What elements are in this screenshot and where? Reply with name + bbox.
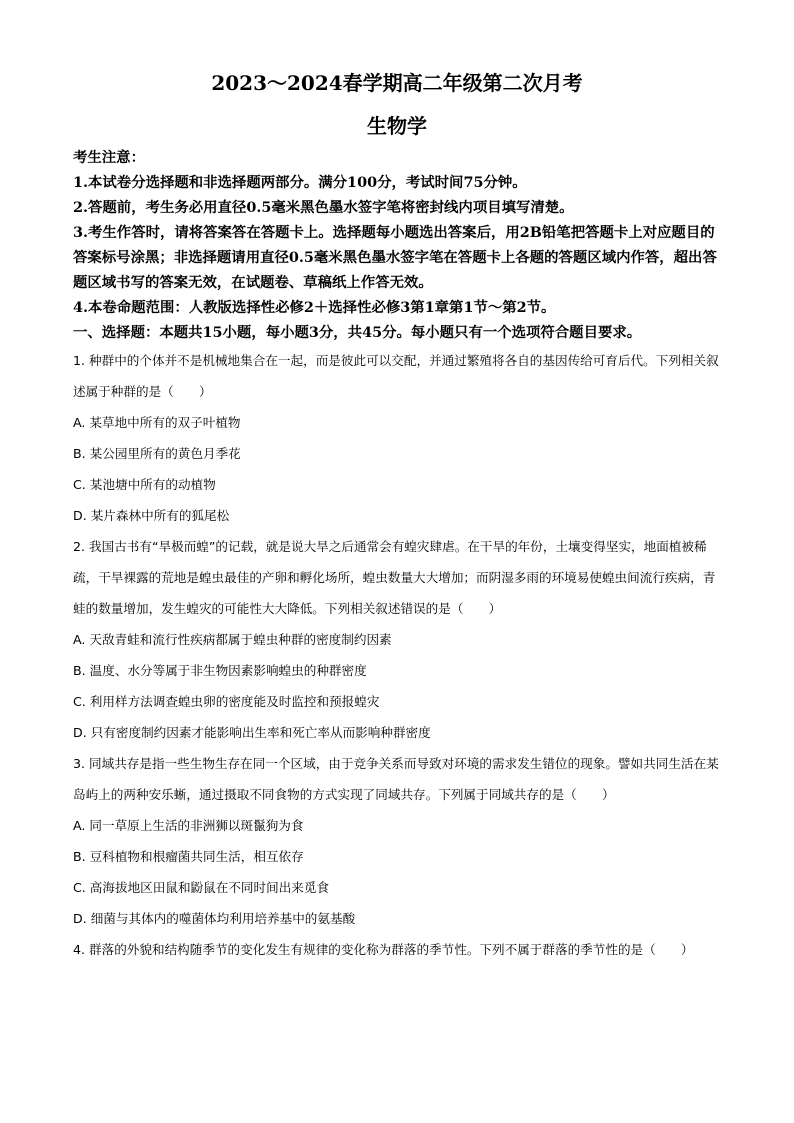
question-stem: 3. 同域共存是指一些生物生存在同一个区域，由于竞争关系而导致对环境的需求发生错位的现象。譬如共同生活在某岛屿上的两种安乐蜥，通过摄取不同食物的方式实现了同域共存。下列属于同域共存的是（ ） [73, 756, 719, 802]
notice-item: 3.考生作答时，请将答案答在答题卡上。选择题每小题选出答案后，用2B铅笔把答题卡上对应题目的答案标号涂黑；非选择题请用直径0.5毫米黑色墨水签字笔在答题卡上各题的答题区域内作答，超出答题区域书写的答案无效，在试题卷、草稿纸上作答无效。 [73, 224, 717, 291]
option-c: C. 高海拔地区田鼠和鼢鼠在不同时间出来觅食 [73, 880, 330, 895]
option-b: B. 豆科植物和根瘤菌共同生活，相互依存 [73, 849, 304, 864]
option-b: B. 某公园里所有的黄色月季花 [73, 446, 241, 461]
notice-item: 1.本试卷分选择题和非选择题两部分。满分100分，考试时间75分钟。 [73, 174, 527, 191]
option-a: A. 天敌青蛙和流行性疾病都属于蝗虫种群的密度制约因素 [73, 632, 392, 647]
option-c: C. 利用样方法调查蝗虫卵的密度能及时监控和预报蝗灾 [73, 694, 380, 709]
option-c: C. 某池塘中所有的动植物 [73, 477, 216, 492]
notice-item: 2.答题前，考生务必用直径0.5毫米黑色墨水签字笔将密封线内项目填写清楚。 [73, 199, 574, 216]
option-d: D. 细菌与其体内的噬菌体均利用培养基中的氨基酸 [73, 911, 356, 926]
question-list [73, 345, 721, 965]
section-heading: 一、选择题：本题共15小题，每小题3分，共45分。每小题只有一个选项符合题目要求。 [73, 324, 642, 341]
question-stem: 4. 群落的外貌和结构随季节的变化发生有规律的变化称为群落的季节性。下列不属于群落的季节性的是（ ） [73, 942, 694, 957]
option-b: B. 温度、水分等属于非生物因素影响蝗虫的种群密度 [73, 663, 367, 678]
notice-item: 4.本卷命题范围：人教版选择性必修2＋选择性必修3第1章第1节～第2节。 [73, 299, 556, 316]
notice-label: 考生注意： [73, 149, 145, 166]
notice-block [73, 145, 721, 320]
option-a: A. 同一草原上生活的非洲狮以斑鬣狗为食 [73, 818, 304, 833]
question-stem: 2. 我国古书有“旱极而蝗”的记载，就是说大旱之后通常会有蝗灾肆虐。在干旱的年份，土壤变得坚实，地面植被稀疏，干旱裸露的荒地是蝗虫最佳的产卵和孵化场所，蝗虫数量大大增加；而阴湿多雨的环境易使蝗虫间流行疾病，青蛙的数量增加，发生蝗灾的可能性大大降低。下列相关叙述错误的是（ ） [73, 539, 716, 616]
option-a: A. 某草地中所有的双子叶植物 [73, 415, 241, 430]
question-stem: 1. 种群中的个体并不是机械地集合在一起，而是彼此可以交配，并通过繁殖将各自的基因传给可育后代。下列相关叙述属于种群的是（ ） [73, 353, 719, 399]
exam-title: 2023～2024春学期高二年级第二次月考 [211, 71, 583, 95]
subject-title: 生物学 [367, 114, 427, 138]
option-d: D. 只有密度制约因素才能影响出生率和死亡率从而影响种群密度 [73, 725, 431, 740]
option-d: D. 某片森林中所有的狐尾松 [73, 508, 230, 523]
